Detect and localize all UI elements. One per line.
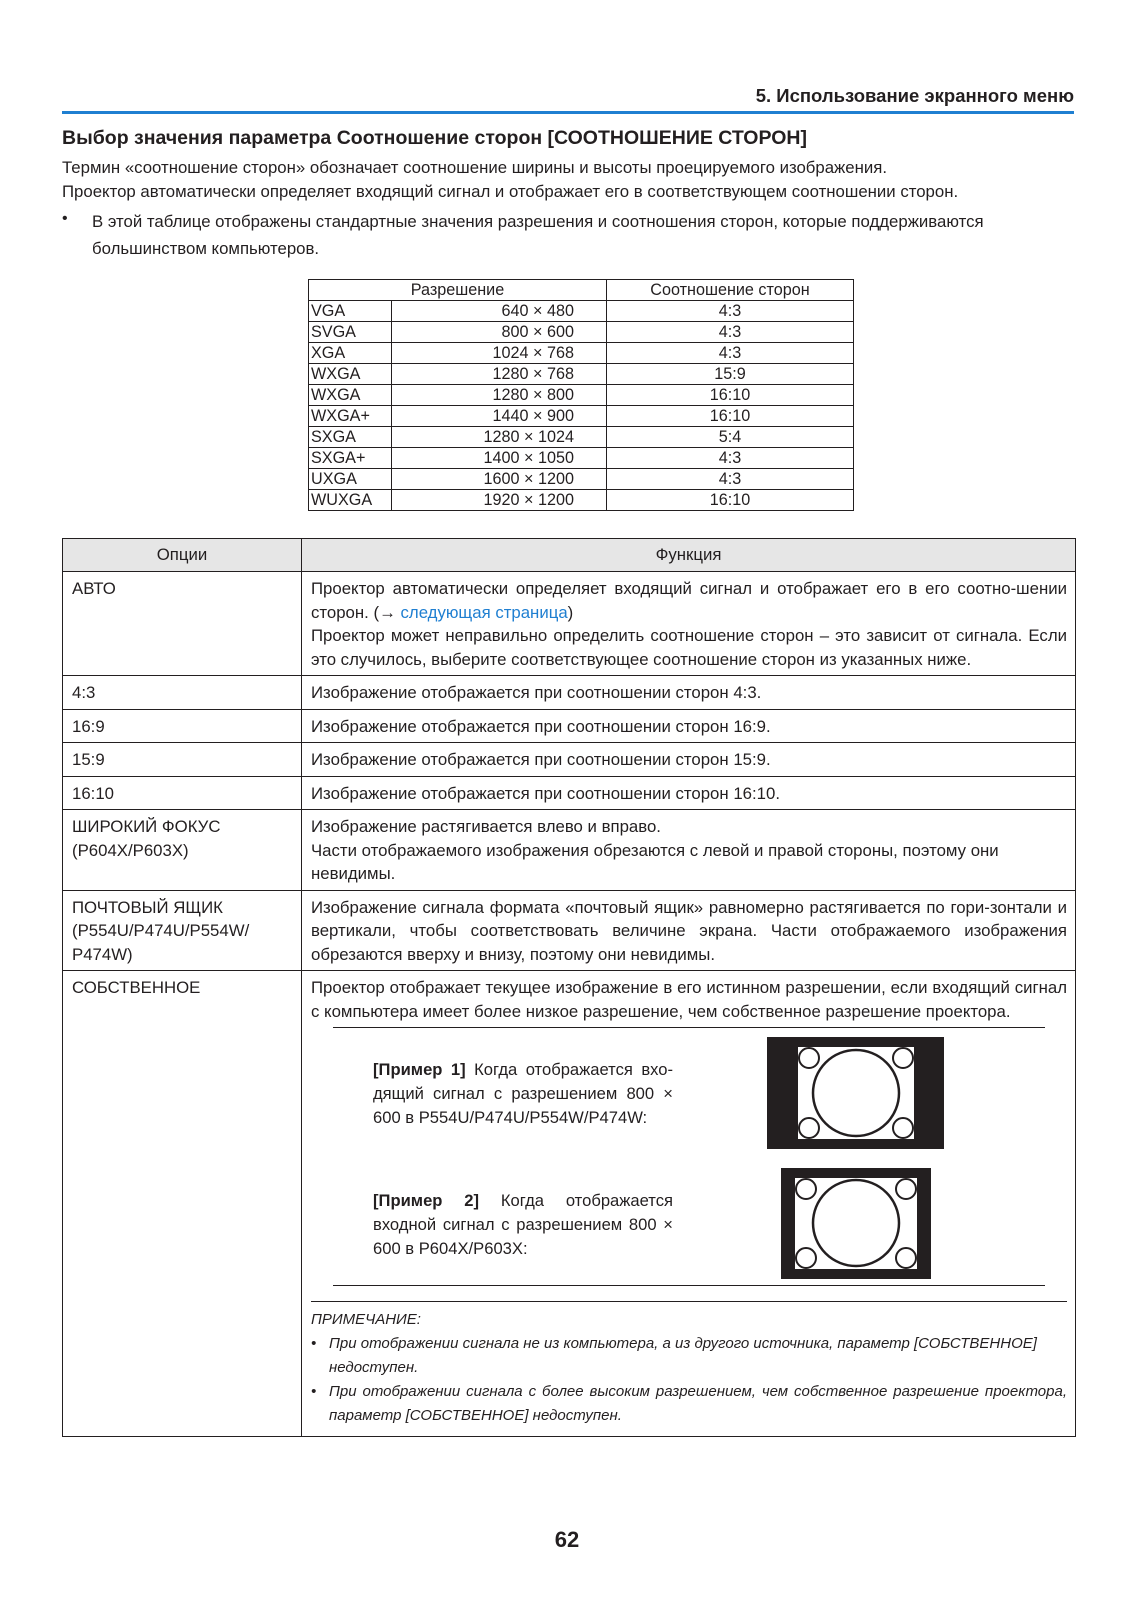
cell-resolution: 1440 × 900 <box>392 406 607 427</box>
option-row-letterbox <box>63 890 1076 971</box>
auto-description-1 <box>311 577 1067 624</box>
cell-resolution: 1280 × 800 <box>392 385 607 406</box>
option-description <box>302 810 1076 891</box>
option-description <box>302 971 1076 1437</box>
cell-signal: WUXGA <box>309 490 392 511</box>
cell-signal: WXGA+ <box>309 406 392 427</box>
auto-description-2: Проектор может неправильно определить соотношение сторон – это зависит от сигнала. Если это случилось, выберите соответствующее соотношение сторон из указанных ниже. <box>311 626 1067 669</box>
option-row-16-9 <box>63 709 1076 743</box>
table-row <box>309 448 854 469</box>
note-bullet: • <box>311 1382 317 1400</box>
example-1-image <box>767 1037 944 1149</box>
note-bullet: • <box>311 1334 317 1352</box>
table-row <box>309 469 854 490</box>
cell-resolution: 1024 × 768 <box>392 343 607 364</box>
example-2 <box>373 1189 673 1261</box>
option-description: Изображение отображается при соотношении сторон 15:9. <box>302 743 1076 777</box>
table-row <box>309 406 854 427</box>
cell-aspect: 15:9 <box>607 364 854 385</box>
example-2-image <box>781 1168 931 1279</box>
cell-resolution: 1400 × 1050 <box>392 448 607 469</box>
cell-aspect: 4:3 <box>607 448 854 469</box>
table-row <box>309 301 854 322</box>
cell-signal: XGA <box>309 343 392 364</box>
option-models: (P604X/P603X) <box>72 840 189 860</box>
cell-aspect: 4:3 <box>607 322 854 343</box>
cell-signal: UXGA <box>309 469 392 490</box>
option-name: 15:9 <box>63 743 302 777</box>
option-description: Изображение отображается при соотношении сторон 16:9. <box>302 709 1076 743</box>
option-description: Изображение отображается при соотношении сторон 16:10. <box>302 776 1076 810</box>
option-name: СОБСТВЕННОЕ <box>63 971 302 1437</box>
example-1 <box>373 1058 673 1130</box>
cell-aspect: 5:4 <box>607 427 854 448</box>
cell-signal: VGA <box>309 301 392 322</box>
test-circle <box>813 1180 899 1266</box>
cell-resolution: 800 × 600 <box>392 322 607 343</box>
option-row-native <box>63 971 1076 1437</box>
cell-signal: SXGA <box>309 427 392 448</box>
cell-resolution: 1280 × 1024 <box>392 427 607 448</box>
option-row-auto <box>63 572 1076 676</box>
option-models: (P554U/P474U/P554W/ <box>72 921 250 940</box>
option-name-line: ШИРОКИЙ ФОКУС <box>72 817 221 836</box>
note-item <box>311 1380 1067 1428</box>
option-name-line: ПОЧТОВЫЙ ЯЩИК <box>72 897 223 917</box>
corner-circle <box>893 1048 913 1068</box>
corner-circle <box>796 1248 816 1268</box>
option-name <box>63 890 302 971</box>
page-title: Выбор значения параметра Соотношение сторон [СООТНОШЕНИЕ СТОРОН] <box>62 127 807 149</box>
table-row <box>309 364 854 385</box>
header-options: Опции <box>63 539 302 572</box>
description-line: Части отображаемого изображения обрезаются с левой и правой стороны, поэтому они невидимы. <box>311 840 999 883</box>
example-2-text: Когда отображается входной сигнал с разрешением 800 × 600 в P604X/P603X: <box>373 1191 673 1258</box>
corner-circle <box>893 1118 913 1138</box>
cell-resolution: 640 × 480 <box>392 301 607 322</box>
cell-aspect: 16:10 <box>607 406 854 427</box>
cell-signal: SXGA+ <box>309 448 392 469</box>
note-title: ПРИМЕЧАНИЕ: <box>311 1311 421 1328</box>
option-name: 16:10 <box>63 776 302 810</box>
test-circle <box>813 1050 899 1136</box>
cell-aspect: 4:3 <box>607 343 854 364</box>
note-block <box>311 1302 1067 1428</box>
intro-bullet: В этой таблице отображены стандартные значения разрешения и соотношения сторон, которые поддерживаются большинством компьютеров. <box>92 212 984 258</box>
native-description: Проектор отображает текущее изображение в его истинном разрешении, если входящий сигнал с компьютера имеет более низкое разрешение, чем собственное разрешение проектора. <box>311 978 1067 1021</box>
header-aspect: Соотношение сторон <box>607 280 854 301</box>
option-row-wide-zoom <box>63 810 1076 891</box>
option-row-16-10 <box>63 776 1076 810</box>
bullet-mark: • <box>62 210 68 227</box>
cell-signal: WXGA <box>309 364 392 385</box>
option-name <box>63 810 302 891</box>
option-name: 4:3 <box>63 676 302 710</box>
cell-resolution: 1280 × 768 <box>392 364 607 385</box>
description-line: Изображение растягивается влево и вправо. <box>311 817 661 836</box>
options-table <box>62 538 1076 1437</box>
option-name: 16:9 <box>63 709 302 743</box>
header-resolution: Разрешение <box>309 280 607 301</box>
cell-aspect: 16:10 <box>607 385 854 406</box>
table-row <box>309 343 854 364</box>
table-row <box>309 322 854 343</box>
option-row-15-9 <box>63 743 1076 777</box>
cell-aspect: 16:10 <box>607 490 854 511</box>
auto-text: Проектор автоматически определяет входящий сигнал и отображает его в его соотно-шении сторон. (→ <box>311 579 1067 622</box>
options-table-header <box>63 539 1076 572</box>
divider <box>333 1285 1045 1286</box>
header-function: Функция <box>302 539 1076 572</box>
page-number: 62 <box>554 1527 580 1552</box>
note-text: При отображении сигнала с более высоким разрешением, чем собственное разрешение проектора, параметр [СОБСТВЕННОЕ] недоступен. <box>329 1382 1067 1424</box>
cell-signal: WXGA <box>309 385 392 406</box>
option-row-4-3 <box>63 676 1076 710</box>
corner-circle <box>896 1248 916 1268</box>
option-name: АВТО <box>63 572 302 676</box>
example-2-label: [Пример 2] <box>373 1191 480 1210</box>
note-item <box>311 1332 1067 1380</box>
example-1-text: Когда отображается вхо-дящий сигнал с разрешением 800 × 600 в P554U/P474U/P554W/P474W: <box>373 1060 674 1127</box>
corner-circle <box>896 1179 916 1199</box>
table-row <box>309 490 854 511</box>
intro-line-2: Проектор автоматически определяет входящий сигнал и отображает его в соответствующем соотношении сторон. <box>62 182 959 201</box>
note-text: При отображении сигнала не из компьютера, а из другого источника, параметр [СОБСТВЕННОЕ] недоступен. <box>329 1334 1037 1376</box>
option-description: Изображение отображается при соотношении сторон 4:3. <box>302 676 1076 710</box>
cell-signal: SVGA <box>309 322 392 343</box>
corner-circle <box>799 1048 819 1068</box>
examples-area <box>311 1028 1067 1283</box>
cell-aspect: 4:3 <box>607 301 854 322</box>
table-row <box>309 427 854 448</box>
table-row <box>309 385 854 406</box>
intro-line-1: Термин «соотношение сторон» обозначает соотношение ширины и высоты проецируемого изображения. <box>62 158 888 177</box>
resolution-table <box>308 279 854 511</box>
option-description: Изображение сигнала формата «почтовый ящик» равномерно растягивается по гори-зонтали и вертикали, чтобы соответствовать величине экрана. Части отображаемого изображения обрезаются вверху и внизу, поэтому они невидимы. <box>302 890 1076 971</box>
next-page-link[interactable]: следующая страница <box>400 602 568 622</box>
option-description <box>302 572 1076 676</box>
corner-circle <box>799 1118 819 1138</box>
example-1-label: [Пример 1] <box>373 1060 466 1079</box>
option-models: P474W) <box>72 944 133 964</box>
auto-text-end: ) <box>567 602 574 622</box>
cell-resolution: 1920 × 1200 <box>392 490 607 511</box>
corner-circle <box>796 1179 816 1199</box>
section-title: 5. Использование экранного меню <box>755 85 1074 106</box>
cell-resolution: 1600 × 1200 <box>392 469 607 490</box>
section-header <box>62 84 1074 114</box>
cell-aspect: 4:3 <box>607 469 854 490</box>
resolution-table-header <box>309 280 854 301</box>
